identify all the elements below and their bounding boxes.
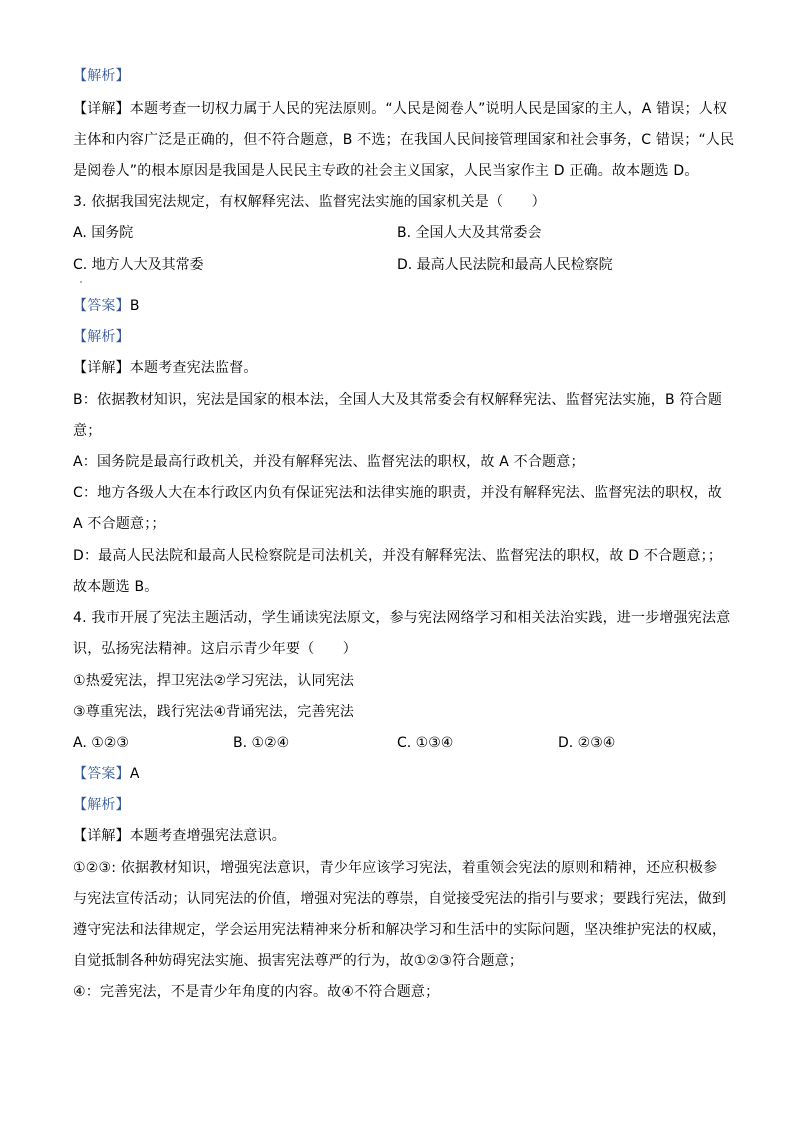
detail-label: 【详解】 [73, 360, 130, 376]
stray-mark [80, 281, 82, 283]
analysis-heading [73, 66, 733, 86]
answer-label: 【答案】 [73, 298, 130, 314]
q4-option-c: C. ①③④ [397, 735, 454, 751]
q3-option-d: D. 最高人民法院和最高人民检察院 [397, 257, 613, 273]
q4-analysis-heading [73, 795, 733, 815]
paragraph-line: B：依据教材知识，宪法是国家的根本法，全国人大及其常委会有权解释宪法、监督宪法实施，B 符合题 [73, 392, 723, 408]
detail-text: 本题考查宪法监督。 [129, 360, 258, 376]
answer-value: A [129, 766, 140, 782]
q4-option-b: B. ①②④ [233, 735, 290, 751]
q4-option-d: D. ②③④ [558, 735, 616, 751]
paragraph-line: 是阅卷人”的根本原因是我国是人民民主专政的社会主义国家，人民当家作主 D 正确。故本题选 D。 [73, 163, 699, 179]
q3-option-c: C. 地方人大及其常委 [73, 257, 204, 273]
paragraph-line: 意； [73, 423, 102, 439]
paragraph-line: 遵守宪法和法律规定，学会运用宪法精神来分析和解决学习和生活中的实际问题，坚决维护宪法的权威， [73, 922, 727, 938]
q3-detail [73, 358, 733, 378]
paragraph-line: A 不合题意；； [73, 516, 166, 532]
detail-label: 【详解】 [73, 828, 130, 844]
paragraph-line: 主体和内容广泛是正确的，但不符合题意，B 不选；在我国人民间接管理国家和社会事务，C 错误；“人民 [73, 132, 735, 148]
detail-text: 本题考查增强宪法意识。 [129, 828, 287, 844]
paragraph-line: ①②③: 依据教材知识，增强宪法意识，青少年应该学习宪法，着重领会宪法的原则和精神，还应积极参 [73, 860, 718, 876]
paragraph-line: ④：完善宪法，不是青少年角度的内容。故④不符合题意； [73, 984, 440, 1000]
paragraph-line: A：国务院是最高行政机关，并没有解释宪法、监督宪法的职权，故 A 不合题意； [73, 454, 585, 470]
detail-text: 本题考查一切权力属于人民的宪法原则。“人民是阅卷人”说明人民是国家的主人，A 错误；人权 [129, 101, 728, 117]
paragraph-line: 与宪法宣传活动；认同宪法的价值，增强对宪法的尊崇，自觉接受宪法的指引与要求；要践行宪法，做到 [73, 891, 727, 907]
paragraph-line: C：地方各级人大在本行政区内负有保证宪法和法律实施的职责，并没有解释宪法、监督宪法的职权，故 [73, 485, 722, 501]
paragraph-line: 自觉抵制各种妨碍宪法实施、损害宪法尊严的行为，故①②③符合题意； [73, 953, 524, 969]
q4-detail [73, 826, 733, 846]
q3-answer [73, 296, 733, 316]
q3-option-b: B. 全国人大及其常委会 [397, 225, 542, 241]
analysis-label: 【解析】 [73, 797, 130, 813]
question-3-stem: 3. 依据我国宪法规定，有权解释宪法、监督宪法实施的国家机关是（ ） [73, 194, 546, 210]
detail-label: 【详解】 [73, 101, 130, 117]
q3-analysis-heading [73, 327, 733, 347]
q3-option-a: A. 国务院 [73, 225, 134, 241]
paragraph-line: D：最高人民法院和最高人民检察院是司法机关，并没有解释宪法、监督宪法的职权，故 D 不合题意；； [73, 548, 723, 564]
analysis-label: 【解析】 [73, 329, 130, 345]
q4-answer [73, 764, 733, 784]
answer-label: 【答案】 [73, 766, 130, 782]
detail-paragraph-line [73, 99, 733, 119]
q4-items-1-2: ①热爱宪法，捍卫宪法②学习宪法，认同宪法 [73, 673, 355, 689]
q4-option-a: A. ①②③ [73, 735, 129, 751]
question-4-stem: 4. 我市开展了宪法主题活动，学生诵读宪法原文，参与宪法网络学习和相关法治实践，进一步增强宪法意 [73, 610, 731, 626]
analysis-label: 【解析】 [73, 68, 130, 84]
question-4-stem-cont: 识，弘扬宪法精神。这启示青少年要（ ） [73, 641, 357, 657]
answer-value: B [129, 298, 140, 314]
q4-items-3-4: ③尊重宪法，践行宪法④背诵宪法，完善宪法 [73, 704, 355, 720]
paragraph-line: 故本题选 B。 [73, 579, 159, 595]
